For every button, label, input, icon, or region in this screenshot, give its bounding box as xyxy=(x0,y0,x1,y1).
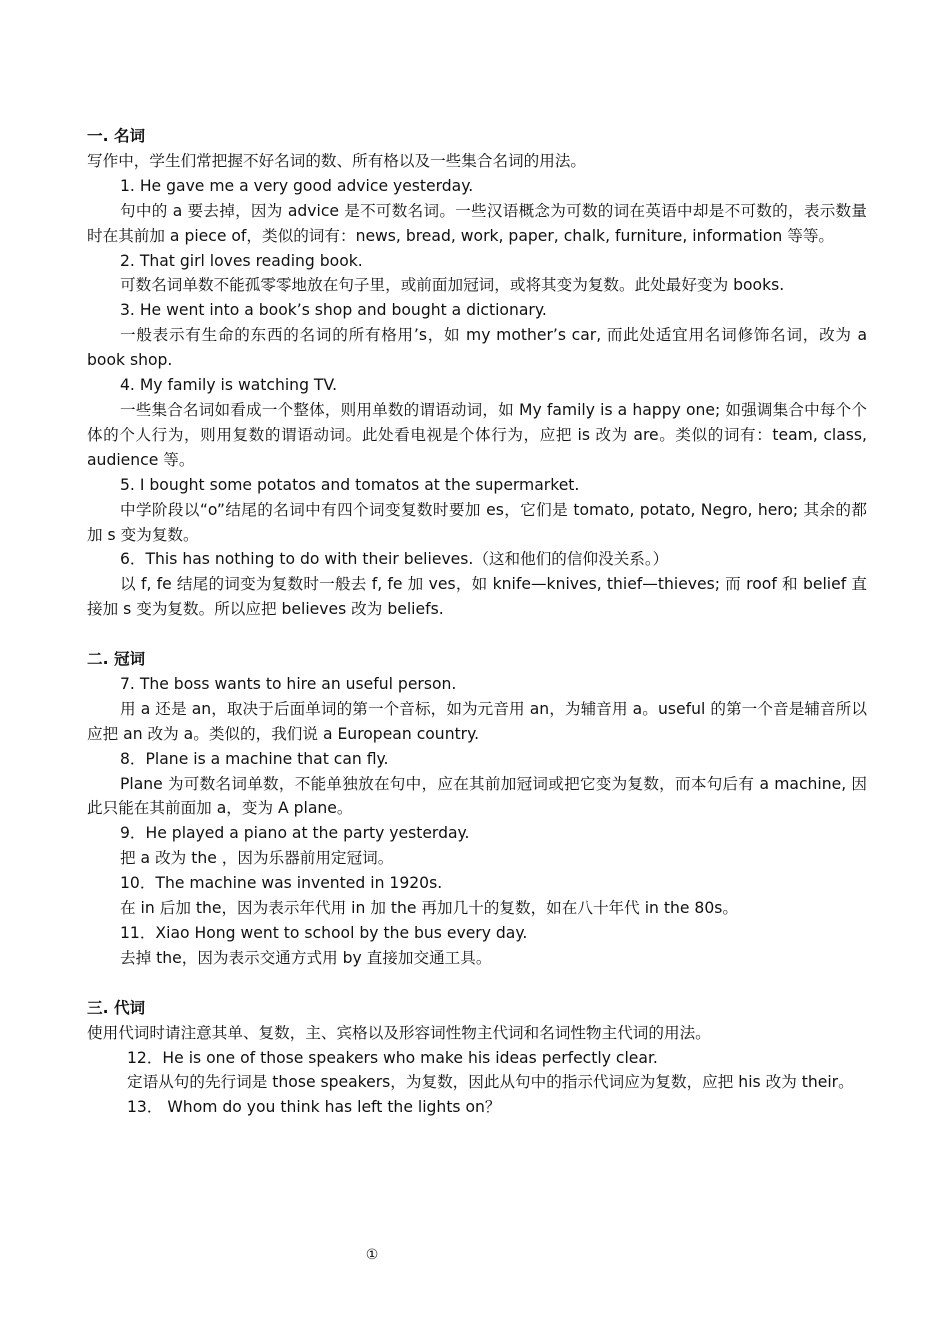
explanation-2: 可数名词单数不能孤零零地放在句子里，或前面加冠词，或将其变为复数。此处最好变为 books. xyxy=(120,276,785,295)
section-heading-articles: 二. 冠词 xyxy=(87,650,146,669)
question-2: 2. That girl loves reading book. xyxy=(120,251,363,270)
explanation-12: 定语从句的先行词是 those speakers，为复数，因此从句中的指示代词应为复数，应把 his 改为 their。 xyxy=(127,1073,854,1092)
explanation-9: 把 a 改为 the ，因为乐器前用定冠词。 xyxy=(120,849,394,868)
explanation-6: 以 f, fe 结尾的词变为复数时一般去 f, fe 加 ves，如 knife—knives, thief—thieves; 而 roof 和 belief 直接加 s 变为复数。所以应把 believes 改为 beliefs. xyxy=(87,575,867,619)
document-body xyxy=(87,124,867,1120)
explanation-11: 去掉 the，因为表示交通方式用 by 直接加交通工具。 xyxy=(120,948,492,967)
section-intro-pronouns: 使用代词时请注意其单、复数，主、宾格以及形容词性物主代词和名词性物主代词的用法。 xyxy=(87,1023,711,1042)
question-13: 13． Whom do you think has left the lights on？ xyxy=(127,1098,501,1117)
question-12: 12．He is one of those speakers who make his ideas perfectly clear. xyxy=(127,1048,658,1067)
explanation-10: 在 in 后加 the，因为表示年代用 in 加 the 再加几十的复数，如在八十年代 in the 80s。 xyxy=(120,899,738,918)
question-8: 8．Plane is a machine that can fly. xyxy=(120,749,389,768)
question-7: 7. The boss wants to hire an useful person. xyxy=(120,674,457,693)
spacer xyxy=(87,971,867,996)
question-10: 10．The machine was invented in 1920s. xyxy=(120,874,443,893)
section-intro-nouns: 写作中，学生们常把握不好名词的数、所有格以及一些集合名词的用法。 xyxy=(87,151,587,170)
section-heading-pronouns: 三. 代词 xyxy=(87,998,146,1017)
explanation-7: 用 a 还是 an，取决于后面单词的第一个音标，如为元音用 an，为辅音用 a。useful 的第一个音是辅音所以应把 an 改为 a。类似的，我们说 a European country. xyxy=(87,699,867,743)
explanation-4: 一些集合名词如看成一个整体，则用单数的谓语动词，如 My family is a happy one; 如强调集合中每个个体的个人行为，则用复数的谓语动词。此处看电视是个体行为，应把 is 改为 are。类似的词有：team, class, audience 等。 xyxy=(87,400,867,469)
question-4: 4. My family is watching TV. xyxy=(120,376,338,395)
question-3: 3. He went into a book’s shop and bought a dictionary. xyxy=(120,301,547,320)
question-1: 1. He gave me a very good advice yesterday. xyxy=(120,176,474,195)
page-number: ① xyxy=(365,1247,379,1263)
question-11: 11．Xiao Hong went to school by the bus every day. xyxy=(120,923,528,942)
explanation-8: Plane 为可数名词单数，不能单独放在句中，应在其前加冠词或把它变为复数，而本句后有 a machine, 因此只能在其前面加 a，变为 A plane。 xyxy=(87,774,867,818)
section-heading-nouns: 一. 名词 xyxy=(87,127,146,145)
explanation-5: 中学阶段以“o”结尾的名词中有四个词变复数时要加 es，它们是 tomato, potato, Negro, hero; 其余的都加 s 变为复数。 xyxy=(87,500,867,544)
question-6: 6．This has nothing to do with their believes.（这和他们的信仰没关系。） xyxy=(120,550,669,569)
explanation-1: 句中的 a 要去掉，因为 advice 是不可数名词。一些汉语概念为可数的词在英语中却是不可数的，表示数量时在其前加 a piece of，类似的词有：news, bread, work, paper, chalk, furniture, information 等等。 xyxy=(87,201,867,245)
question-9: 9．He played a piano at the party yesterday. xyxy=(120,824,470,843)
explanation-3: 一般表示有生命的东西的名词的所有格用’s，如 my mother’s car, 而此处适宜用名词修饰名词，改为 a book shop. xyxy=(87,326,867,370)
question-5: 5. I bought some potatos and tomatos at the supermarket. xyxy=(120,475,580,494)
spacer xyxy=(87,622,867,647)
